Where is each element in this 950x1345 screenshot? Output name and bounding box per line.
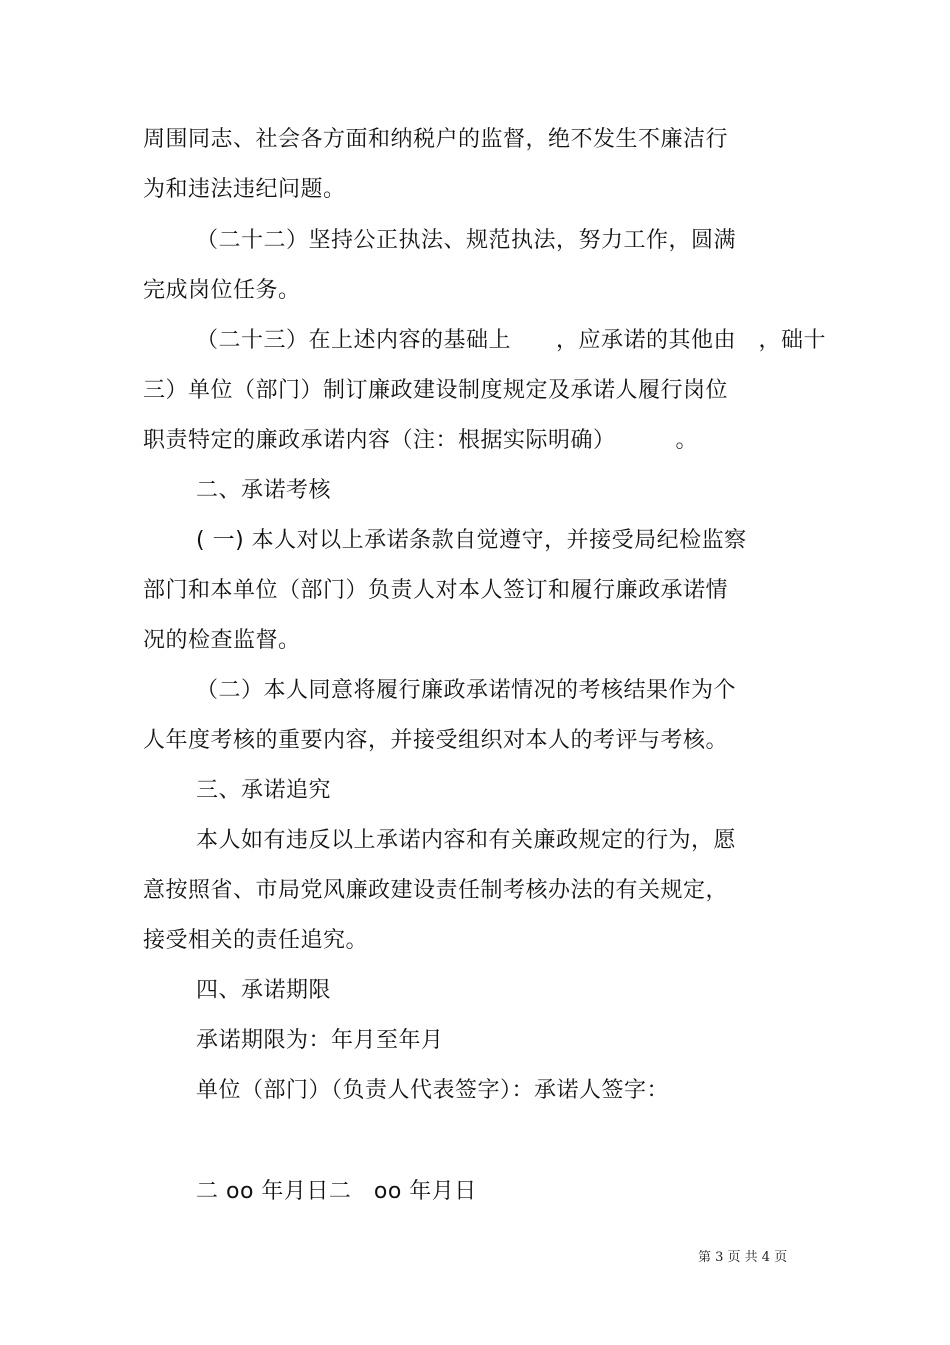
text-line: 周围同志、社会各方面和纳税户的监督，绝不发生不廉洁行 — [143, 127, 729, 152]
text-line: 况的检查监督。 — [143, 628, 301, 653]
text-line: 人年度考核的重要内容，并接受组织对本人的考评与考核。 — [143, 728, 729, 753]
page-number: 第 3 页 共 4 页 — [698, 1250, 788, 1265]
text-line: 接受相关的责任追究。 — [143, 928, 369, 953]
text-line: 本人如有违反以上承诺内容和有关廉政规定的行为，愿 — [196, 828, 737, 853]
section-heading: 三、承诺追究 — [196, 778, 332, 803]
text-line: 职责特定的廉政承诺内容（注：根据实际明确） 。 — [143, 428, 698, 453]
text-line: 意按照省、市局党风廉政建设责任制考核办法的有关规定， — [143, 878, 729, 903]
section-heading: 二、承诺考核 — [196, 478, 332, 503]
text-line: 完成岗位任务。 — [143, 278, 301, 303]
text-line: 承诺期限为：年月至年月 — [196, 1028, 444, 1053]
text-line: 为和违法违纪问题。 — [143, 177, 346, 202]
text-line: （二）本人同意将履行廉政承诺情况的考核结果作为个 — [196, 678, 737, 703]
date-line: 二 oo 年月日二 oo 年月日 — [196, 1179, 477, 1204]
text-line: 部门和本单位（部门）负责人对本人签订和履行廉政承诺情 — [143, 578, 729, 603]
text-line: ( 一) 本人对以上承诺条款自觉遵守，并接受局纪检监察 — [196, 528, 747, 553]
text-line: （二十二）坚持公正执法、规范执法，努力工作，圆满 — [196, 228, 737, 253]
text-line: 三）单位（部门）制订廉政建设制度规定及承诺人履行岗位 — [143, 378, 729, 403]
section-heading: 四、承诺期限 — [196, 978, 332, 1003]
text-line: （二十三）在上述内容的基础上 ，应承诺的其他由 ，础十 — [196, 328, 826, 353]
signature-line: 单位（部门）（负责人代表签字）：承诺人签字： — [196, 1078, 670, 1103]
